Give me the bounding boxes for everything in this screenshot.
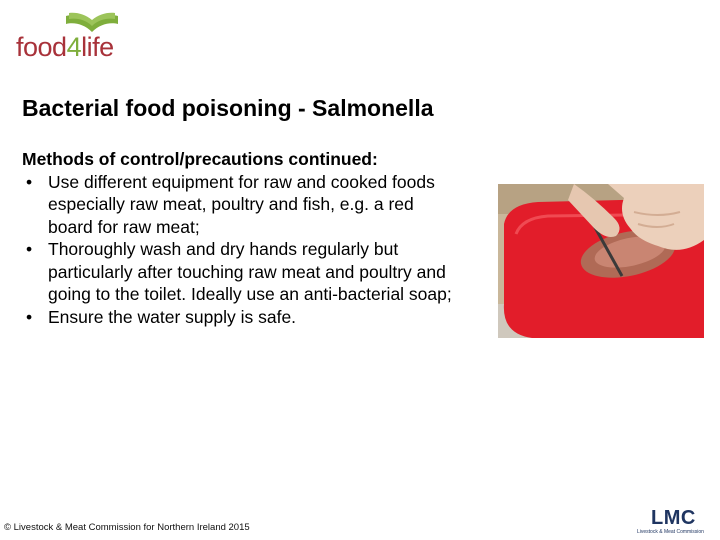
lmc-logo-subtitle: Livestock & Meat Commission bbox=[637, 529, 704, 535]
lmc-logo-letters: LMC bbox=[651, 507, 696, 529]
list-item-text: Thoroughly wash and dry hands regularly but particularly after touching raw meat and poultry and going to the toilet. Ideally use an anti-bacterial soap; bbox=[48, 239, 452, 304]
list-item bbox=[22, 171, 462, 239]
list-item-text: Ensure the water supply is safe. bbox=[48, 306, 297, 327]
bullet-marker: • bbox=[26, 306, 33, 327]
list-item bbox=[22, 238, 462, 306]
bullet-marker: • bbox=[26, 239, 33, 259]
slide-body bbox=[22, 148, 462, 328]
slide-title: Bacterial food poisoning - Salmonella bbox=[22, 95, 434, 121]
list-item bbox=[22, 306, 462, 329]
cutting-board-photo bbox=[498, 184, 704, 338]
bullet-list bbox=[22, 171, 462, 329]
photo-illustration bbox=[498, 184, 704, 338]
logo-wordmark: food4life bbox=[16, 32, 114, 62]
bullet-marker: • bbox=[26, 171, 33, 192]
list-item-text: Use different equipment for raw and cooked foods especially raw meat, poultry and fish, e.g. a red board for raw meat; bbox=[48, 171, 435, 237]
food4life-logo bbox=[14, 10, 144, 66]
copyright-footer: © Livestock & Meat Commission for Northern Ireland 2015 bbox=[4, 522, 250, 533]
section-heading: Methods of control/precautions continued: bbox=[22, 149, 378, 169]
lmc-logo bbox=[637, 508, 709, 536]
